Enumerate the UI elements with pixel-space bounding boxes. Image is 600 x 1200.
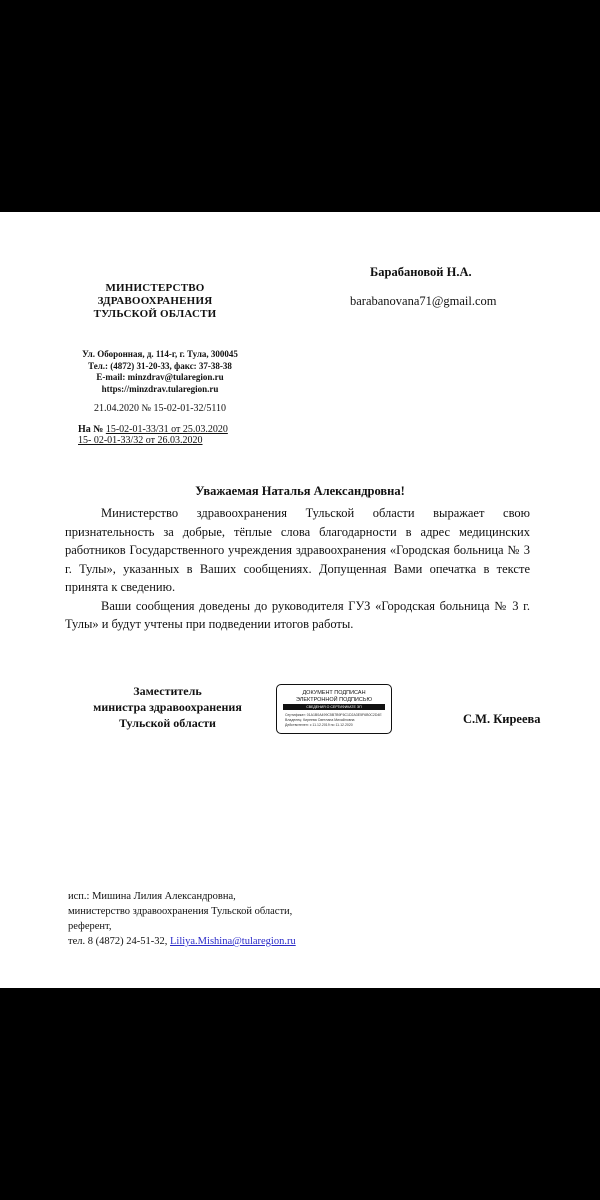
email-line: E-mail: minzdrav@tularegion.ru (96, 372, 224, 382)
ministry-address (60, 349, 260, 395)
paragraph: Министерство здравоохранения Тульской области выражает свою признательность за добрые, тёплые слова благодарности в адрес медицинских работников Государственного учреждения здравоохранения «Городская больница № 3 г. Тулы», указанных в Ваших сообщениях. Допущенная Вами опечатка в тексте принята к сведению. (65, 506, 530, 594)
phone-line: Тел.: (4872) 31-20-33, факс: 37-38-38 (88, 360, 232, 371)
stamp-detail-line: Сертификат: 01A1B0A499C5B7B9F6C1D2A3E5F6B0C2D4E (285, 713, 382, 717)
letter-body (65, 504, 530, 634)
ministry-line: МИНИСТЕРСТВО (105, 282, 205, 294)
website-line: https://minzdrav.tularegion.ru (101, 383, 219, 394)
stamp-header (277, 690, 391, 703)
executor-phone: тел. 8 (4872) 24-51-32, (68, 936, 168, 947)
reply-reference-2: 15- 02-01-33/32 от 26.03.2020 (78, 435, 203, 446)
stamp-detail-line: Действителен: с 11.12.2019 по 11.12.2020 (285, 723, 353, 727)
reply-prefix: На № (78, 424, 104, 435)
reply-reference-1 (78, 424, 228, 435)
electronic-signature-stamp (276, 684, 392, 734)
title-line: Заместитель (133, 684, 202, 698)
executor-organization: министерство здравоохранения Тульской области, (68, 906, 293, 917)
signer-name: С.М. Киреева (463, 712, 541, 726)
letter-page (0, 212, 600, 988)
executor-name: исп.: Мишина Лилия Александровна, (68, 891, 236, 902)
stamp-detail-line: Владелец: Киреева Светлана Михайловна (285, 718, 355, 722)
signatory-title (80, 683, 255, 731)
executor-contacts (68, 934, 296, 949)
executor-email-link[interactable]: Liliya.Mishina@tularegion.ru (169, 936, 296, 947)
addressee-email: barabanovana71@gmail.com (350, 294, 497, 308)
executor-info (68, 889, 296, 949)
stamp-header-line: ДОКУМЕНТ ПОДПИСАН (302, 690, 366, 696)
reply-ref-number: 15-02-01-33/31 от 25.03.2020 (105, 424, 228, 435)
ministry-line: ТУЛЬСКОЙ ОБЛАСТИ (93, 308, 217, 320)
registration-number: 21.04.2020 № 15-02-01-32/5110 (94, 403, 226, 414)
addressee-name: Барабановой Н.А. (370, 265, 472, 279)
title-line: министра здравоохранения (93, 700, 242, 714)
paragraph: Ваши сообщения доведены до руководителя ГУЗ «Городская больница № 3 г. Тулы» и будут учтены при подведении итогов работы. (65, 598, 530, 631)
stamp-certificate-bar: СВЕДЕНИЯ О СЕРТИФИКАТЕ ЭП (283, 704, 385, 710)
executor-position: референт, (68, 921, 112, 932)
title-line: Тульской области (119, 716, 216, 730)
stamp-header-line: ЭЛЕКТРОННОЙ ПОДПИСЬЮ (295, 696, 373, 703)
ministry-name (80, 282, 230, 321)
ministry-line: ЗДРАВООХРАНЕНИЯ (97, 295, 213, 307)
address-line: Ул. Оборонная, д. 114-г, г. Тула, 300045 (82, 349, 238, 359)
greeting: Уважаемая Наталья Александровна! (195, 484, 405, 498)
